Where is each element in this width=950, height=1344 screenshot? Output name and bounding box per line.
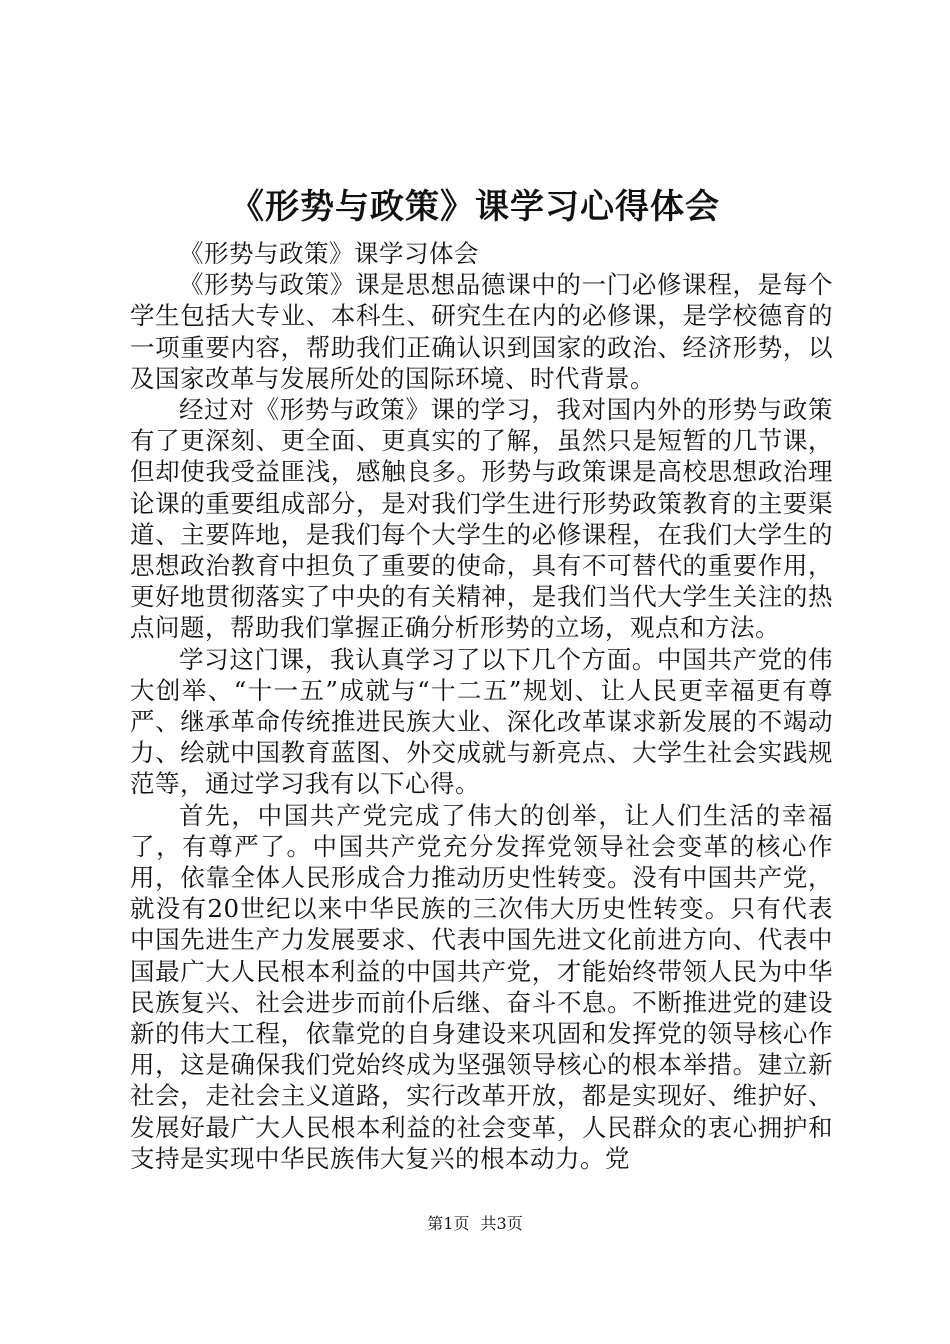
body-paragraph: 首先，中国共产党完成了伟大的创举，让人们生活的幸福了，有尊严了。中国共产党充分发挥党领导社会变革的核心作用，依靠全体人民形成合力推动历史性转变。没有中国共产党，就没有20世纪以来中华民族的三次伟大历史性转变。只有代表中国先进生产力发展要求、代表中国先进文化前进方向、代表中国最广大人民根本利益的中国共产党，才能始终带领人民为中华民族复兴、社会进步而前仆后继、奋斗不息。不断推进党的建设新的伟大工程，依靠党的自身建设来巩固和发挥党的领导核心作用，这是确保我们党始终成为坚强领导核心的根本举措。建立新社会，走社会主义道路，实行改革开放，都是实现好、维护好、发展好最广大人民根本利益的社会变革，人民群众的衷心拥护和支持是实现中华民族伟大复兴的根本动力。党 [130, 800, 833, 1173]
subtitle-paragraph: 《形势与政策》课学习体会 [179, 239, 479, 268]
body-paragraph: 学习这门课，我认真学习了以下几个方面。中国共产党的伟大创举、“十一五”成就与“十二五”规划、让人民更幸福更有尊严、继承革命传统推进民族大业、深化改革谋求新发展的不竭动力、绘就中国教育蓝图、外交成就与新亮点、大学生社会实践规范等，通过学习我有以下心得。 [130, 644, 833, 799]
body-paragraph: 经过对《形势与政策》课的学习，我对国内外的形势与政策有了更深刻、更全面、更真实的了解，虽然只是短暂的几节课，但却使我受益匪浅，感触良多。形势与政策课是高校思想政治理论课的重要组成部分，是对我们学生进行形势政策教育的主要渠道、主要阵地，是我们每个大学生的必修课程，在我们大学生的思想政治教育中担负了重要的使命，具有不可替代的重要作用，更好地贯彻落实了中央的有关精神，是我们当代大学生关注的热点问题，帮助我们掌握正确分析形势的立场，观点和方法。 [130, 395, 833, 643]
page-footer [0, 1213, 950, 1235]
page-number: 第1页 [427, 1214, 470, 1233]
page-total: 共3页 [480, 1214, 523, 1233]
document-title: 《形势与政策》课学习心得体会 [230, 187, 720, 227]
document-body [130, 238, 833, 1174]
body-paragraph: 《形势与政策》课是思想品德课中的一门必修课程，是每个学生包括大专业、本科生、研究生在内的必修课，是学校德育的一项重要内容，帮助我们正确认识到国家的政治、经济形势，以及国家改革与发展所处的国际环境、时代背景。 [130, 270, 833, 393]
